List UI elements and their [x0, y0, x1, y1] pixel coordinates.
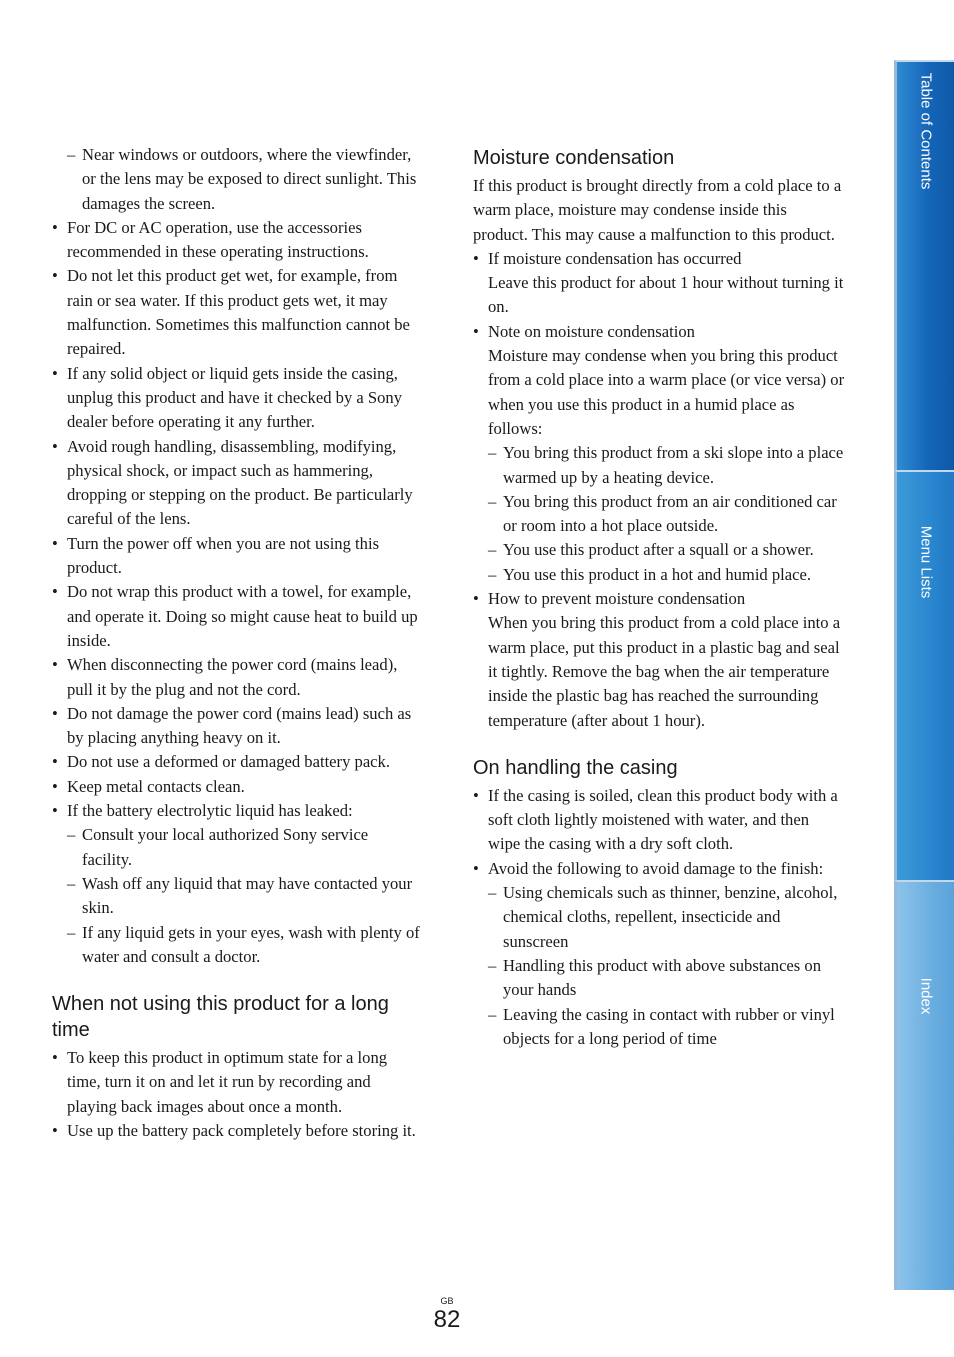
sidebar-nav [894, 60, 954, 1290]
bullet-item: • Turn the power off when you are not using this product. [52, 532, 422, 581]
bullet-item: • To keep this product in optimum state for a long time, turn it on and let it run by recording and playing back images about once a month. [52, 1046, 422, 1119]
bullet-item: • Do not wrap this product with a towel, for example, and operate it. Doing so might cause heat to build up inside. [52, 580, 422, 653]
bullet-item: • Avoid rough handling, disassembling, modifying, physical shock, or impact such as hammering, dropping or stepping on the product. Be particularly careful of the lens. [52, 435, 422, 532]
dash-item: – You bring this product from a ski slope into a place warmed up by a heating device. [488, 441, 845, 490]
bullet-title: • How to prevent moisture condensation [488, 589, 746, 609]
dash-item: – You use this product in a hot and humid place. [488, 563, 845, 587]
bullet-item: • If the battery electrolytic liquid has leaked: [52, 799, 422, 823]
casing-dash-list [488, 881, 845, 1051]
dash-item: – Consult your local authorized Sony service facility. [67, 823, 422, 872]
bullet-item [473, 247, 845, 320]
intro-dash-list [52, 143, 422, 216]
tab-table-of-contents[interactable] [894, 60, 954, 470]
right-column [473, 143, 845, 1051]
bullet-body: • Avoid the following to avoid damage to the finish: [488, 858, 824, 878]
section-heading-long-time: When not using this product for a long time [52, 993, 389, 1042]
moisture-intro: If this product is brought directly from a cold place to a warm place, moisture may condense inside this product. This may cause a malfunction to this product. [473, 176, 842, 244]
bullet-title: • Note on moisture condensation [488, 321, 695, 341]
bullet-title: • If moisture condensation has occurred [488, 248, 742, 268]
bullet-item: • Do not use a deformed or damaged battery pack. [52, 750, 422, 774]
dash-item: – Using chemicals such as thinner, benzine, alcohol, chemical cloths, repellent, insecticide and sunscreen [488, 881, 845, 954]
casing-list [473, 784, 845, 1051]
tab-label: Index [917, 977, 934, 1015]
page-language-code: GB [440, 1296, 454, 1306]
bullet-item: • Keep metal contacts clean. [52, 775, 422, 799]
bullet-body: When you bring this product from a cold place into a warm place, put this product in a plastic bag and seal it tightly. Remove the bag when the air temperature inside the plastic bag has reached the surrounding temperature (after about 1 hour). [488, 613, 841, 730]
dash-item: – You bring this product from an air conditioned car or room into a hot place outside. [488, 490, 845, 539]
section-heading-moisture: Moisture condensation [473, 147, 675, 169]
dash-item: – Near windows or outdoors, where the viewfinder, or the lens may be exposed to direct sunlight. This damages the screen. [67, 143, 422, 216]
precautions-list [52, 216, 422, 823]
tab-label: Menu Lists [917, 525, 934, 599]
bullet-item: • If the casing is soiled, clean this product body with a soft cloth lightly moistened with water, and then wipe the casing with a dry soft cloth. [473, 784, 845, 857]
dash-item: – Leaving the casing in contact with rubber or vinyl objects for a long period of time [488, 1003, 845, 1052]
leak-dash-list [52, 823, 422, 969]
dash-item: – You use this product after a squall or a shower. [488, 538, 845, 562]
left-column [52, 143, 422, 1143]
moisture-list [473, 247, 845, 733]
bullet-body: Moisture may condense when you bring this product from a cold place into a warm place (or vice versa) or when you use this product in a humid place as follows: [488, 346, 845, 438]
note-dash-list [488, 441, 845, 587]
bullet-item [473, 320, 845, 587]
bullet-item: • Use up the battery pack completely before storing it. [52, 1119, 422, 1143]
tab-menu-lists[interactable] [894, 470, 954, 880]
bullet-item: • Do not damage the power cord (mains lead) such as by placing anything heavy on it. [52, 702, 422, 751]
tab-index[interactable] [894, 880, 954, 1290]
bullet-item [473, 587, 845, 733]
dash-item: – Wash off any liquid that may have contacted your skin. [67, 872, 422, 921]
bullet-item [473, 857, 845, 1051]
bullet-item: • Do not let this product get wet, for example, from rain or sea water. If this product gets wet, it may malfunction. Sometimes this malfunction cannot be repaired. [52, 264, 422, 361]
page-number: 82 [433, 1306, 461, 1333]
bullet-item: • For DC or AC operation, use the accessories recommended in these operating instructions. [52, 216, 422, 265]
bullet-body: Leave this product for about 1 hour without turning it on. [488, 273, 844, 317]
bullet-item: • If any solid object or liquid gets inside the casing, unplug this product and have it checked by a Sony dealer before operating it any further. [52, 362, 422, 435]
dash-item: – If any liquid gets in your eyes, wash with plenty of water and consult a doctor. [67, 921, 422, 970]
page-footer [420, 1296, 474, 1333]
dash-item: – Handling this product with above substances on your hands [488, 954, 845, 1003]
tab-label: Table of Contents [917, 72, 934, 190]
bullet-item: • When disconnecting the power cord (mains lead), pull it by the plug and not the cord. [52, 653, 422, 702]
section-heading-casing: On handling the casing [473, 756, 678, 779]
long-time-list [52, 1046, 422, 1143]
